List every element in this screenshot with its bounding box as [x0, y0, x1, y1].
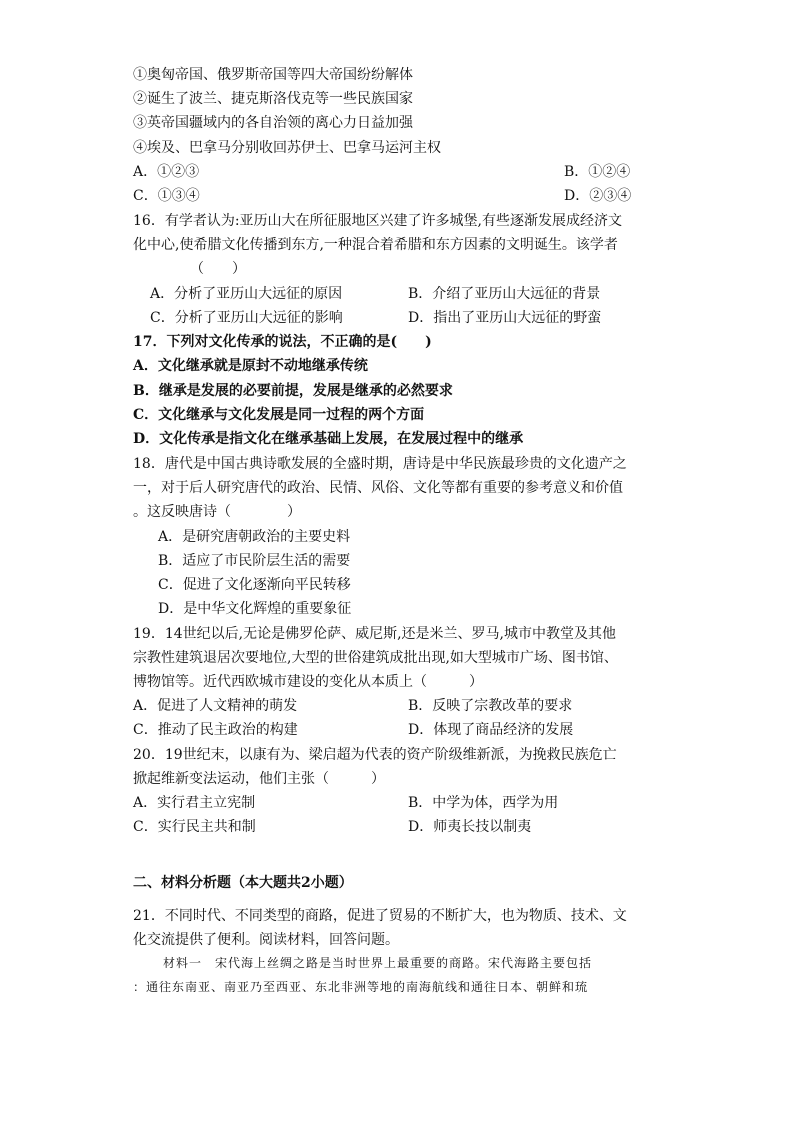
question-20-cont: 掀起维新变法运动，他们主张（ ） [133, 771, 385, 787]
choice-a: A．实行君主立宪制 [133, 795, 256, 811]
choice-b: B．继承是发展的必要前提，发展是继承的必然要求 [133, 383, 453, 399]
question-18-cont: 。这反映唐诗（ ） [133, 504, 301, 520]
option-line: ①奥匈帝国、俄罗斯帝国等四大帝国纷纷解体 [133, 67, 413, 83]
choice-c: C．分析了亚历山大远征的影响 [150, 310, 343, 326]
choice-b: B．介绍了亚历山大远征的背景 [408, 286, 601, 302]
choice-d: D．指出了亚历山大远征的野蛮 [408, 310, 602, 326]
choice-b: B．中学为体，西学为用 [408, 795, 559, 811]
choice-a: A．文化继承就是原封不动地继承传统 [133, 358, 368, 374]
question-20: 20．19世纪末，以康有为、梁启超为代表的资产阶级维新派，为挽救民族危亡 [133, 747, 617, 763]
question-16-cont: 化中心,使希腊文化传播到东方,一种混合着希腊和东方因素的文明诞生。该学者 [133, 237, 618, 253]
question-18: 18．唐代是中国古典诗歌发展的全盛时期，唐诗是中华民族最珍贵的文化遗产之 [133, 456, 627, 472]
answer-blank: （ ） [190, 261, 246, 277]
choice-d: D．是中华文化辉煌的重要象征 [158, 601, 352, 617]
option-line: ②诞生了波兰、捷克斯洛伐克等一些民族国家 [133, 91, 413, 107]
choice-c: C．促进了文化逐渐向平民转移 [158, 577, 351, 593]
question-21-cont: 化交流提供了便利。阅读材料，回答问题。 [133, 932, 399, 948]
choice-c: C．推动了民主政治的构建 [133, 722, 298, 738]
option-line: ④埃及、巴拿马分别收回苏伊士、巴拿马运河主权 [133, 140, 441, 156]
choice-a: A．分析了亚历山大远征的原因 [150, 286, 343, 302]
choice-d: D．文化传承是指文化在继承基础上发展，在发展过程中的继承 [133, 431, 524, 447]
choice-a: A．是研究唐朝政治的主要史料 [158, 529, 351, 545]
question-16: 16．有学者认为:亚历山大在所征服地区兴建了许多城堡,有些逐渐发展成经济文 [133, 213, 622, 229]
question-19-cont: 宗教性建筑退居次要地位,大型的世俗建筑成批出现,如大型城市广场、图书馆、 [133, 650, 618, 666]
choice-a: A．①②③ [133, 164, 200, 180]
material-text: ：通往东南亚、南亚乃至西亚、东北非洲等地的南海航线和通往日本、朝鲜和琉 [133, 980, 589, 994]
question-21: 21．不同时代、不同类型的商路，促进了贸易的不断扩大，也为物质、技术、文 [133, 908, 627, 924]
question-17: 17．下列对文化传承的说法，不正确的是( ) [133, 334, 432, 350]
choice-c: C．①③④ [133, 188, 200, 204]
choice-a: A．促进了人文精神的萌发 [133, 698, 298, 714]
option-line: ③英帝国疆域内的各自治领的离心力日益加强 [133, 115, 413, 131]
choice-b: B．适应了市民阶层生活的需要 [158, 553, 351, 569]
choice-b: B．①②④ [564, 164, 631, 180]
choice-d: D．②③④ [564, 188, 632, 204]
question-19-cont: 博物馆等。近代西欧城市建设的变化从本质上（ ） [133, 674, 483, 690]
choice-c: C．实行民主共和制 [133, 819, 256, 835]
material-text: 材料一 宋代海上丝绸之路是当时世界上最重要的商路。宋代海路主要包括 [163, 956, 593, 970]
question-19: 19．14世纪以后,无论是佛罗伦萨、威尼斯,还是米兰、罗马,城市中教堂及其他 [133, 626, 616, 642]
choice-d: D．体现了商品经济的发展 [408, 722, 574, 738]
choice-b: B．反映了宗教改革的要求 [408, 698, 573, 714]
question-18-cont: 一，对于后人研究唐代的政治、民情、风俗、文化等都有重要的参考意义和价值 [133, 480, 623, 496]
choice-c: C．文化继承与文化发展是同一过程的两个方面 [133, 407, 425, 423]
choice-d: D．师夷长技以制夷 [408, 819, 532, 835]
section-heading: 二、材料分析题（本大题共2小题） [133, 875, 353, 891]
